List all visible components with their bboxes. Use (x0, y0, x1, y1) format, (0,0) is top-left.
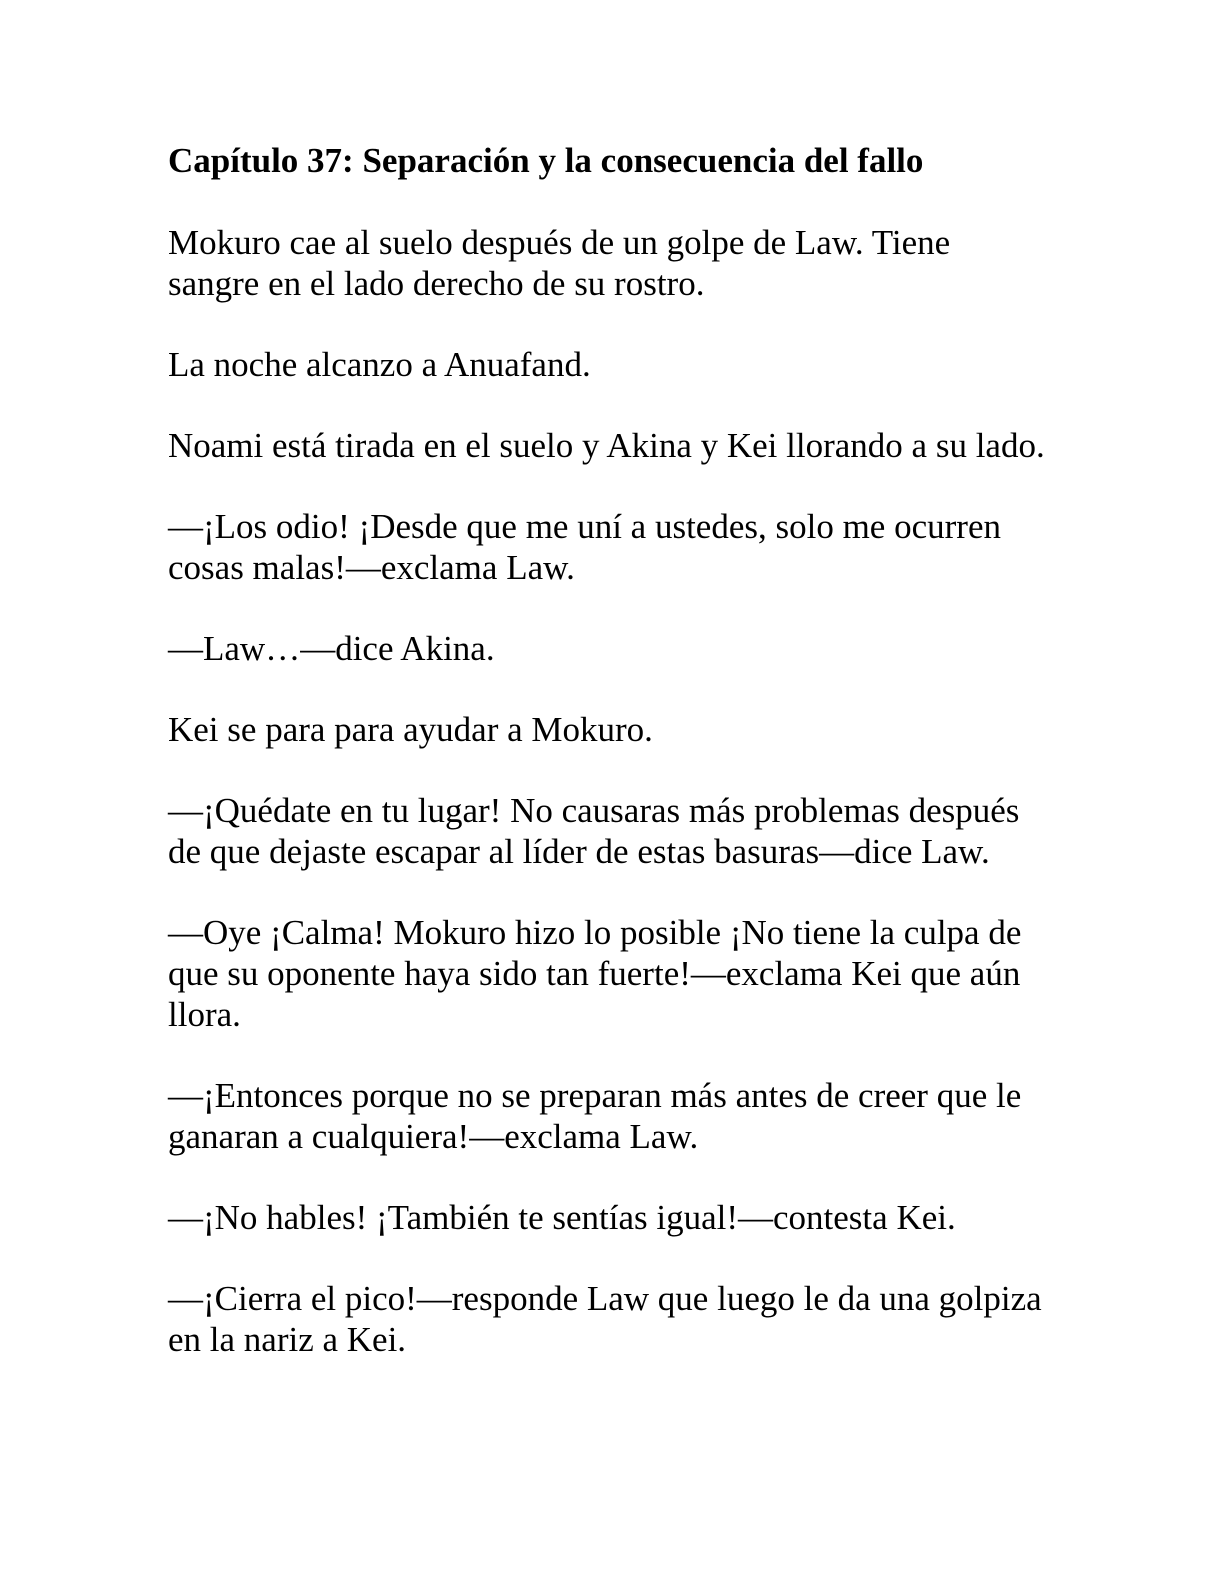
chapter-title: Capítulo 37: Separación y la consecuencia del fallo (168, 141, 924, 180)
dialogue-paragraph: —¡Los odio! ¡Desde que me uní a ustedes, solo me ocurren cosas malas!—exclama Law. (168, 507, 1001, 587)
dialogue-paragraph: —Law…—dice Akina. (168, 629, 495, 668)
paragraph: La noche alcanzo a Anuafand. (168, 345, 591, 384)
paragraph: Mokuro cae al suelo después de un golpe de Law. Tiene sangre en el lado derecho de su rostro. (168, 223, 951, 303)
paragraph: Noami está tirada en el suelo y Akina y Kei llorando a su lado. (168, 426, 1045, 465)
dialogue-paragraph: —¡Quédate en tu lugar! No causaras más problemas después de que dejaste escapar al líder de estas basuras—dice Law. (168, 791, 1020, 871)
paragraph: Kei se para para ayudar a Mokuro. (168, 710, 653, 749)
document-page (168, 138, 1048, 1400)
dialogue-paragraph: —¡No hables! ¡También te sentías igual!—contesta Kei. (168, 1198, 956, 1237)
dialogue-paragraph: —¡Entonces porque no se preparan más antes de creer que le ganaran a cualquiera!—exclama Law. (168, 1076, 1022, 1156)
dialogue-paragraph: —Oye ¡Calma! Mokuro hizo lo posible ¡No tiene la culpa de que su oponente haya sido tan fuerte!—exclama Kei que aún llora. (168, 913, 1022, 1034)
dialogue-paragraph: —¡Cierra el pico!—responde Law que luego le da una golpiza en la nariz a Kei. (168, 1279, 1042, 1359)
